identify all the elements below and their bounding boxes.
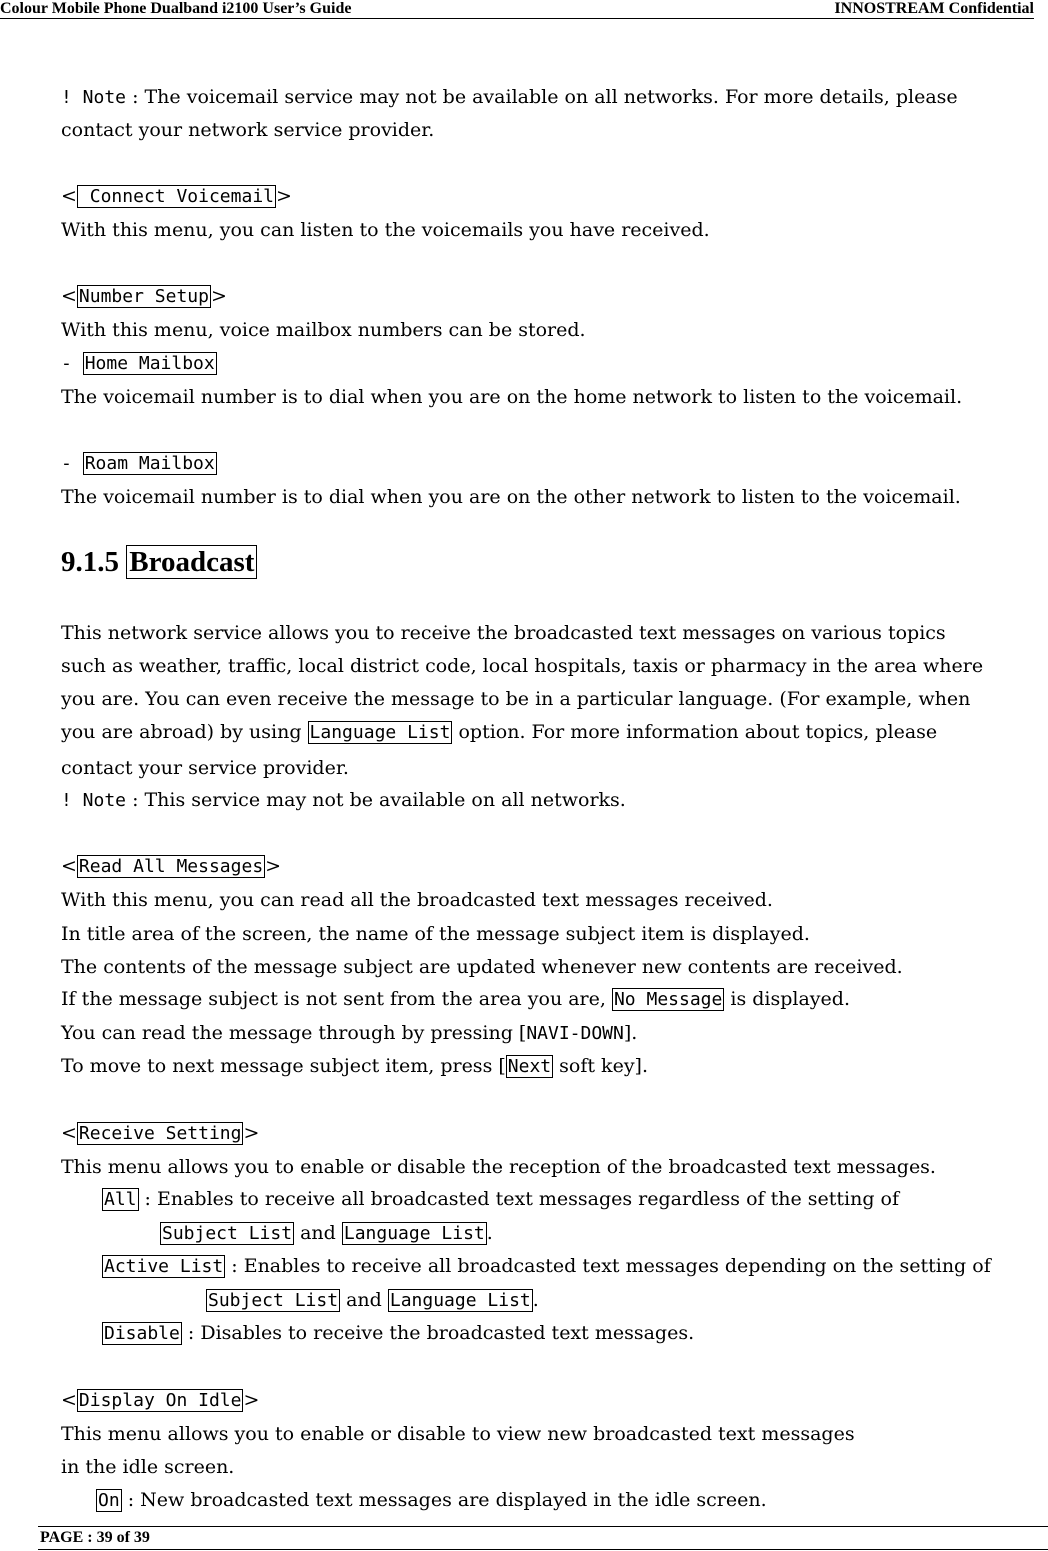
doc-title: Colour Mobile Phone Dualband i2100 User’s Guide xyxy=(0,0,352,17)
menu-heading-display-idle: < Display On Idle > xyxy=(61,1389,260,1411)
broadcast-intro-4: you are abroad) by using Language List option. For more information about topics, please xyxy=(61,721,938,743)
display-idle-line-2: in the idle screen. xyxy=(61,1456,235,1478)
option-all-cont: Subject List and Language List . xyxy=(162,1222,493,1244)
number-setup-desc: With this menu, voice mailbox numbers can be stored. xyxy=(61,319,586,341)
read-all-line-2: In title area of the screen, the name of the message subject item is displayed. xyxy=(61,923,810,945)
read-all-line-3: The contents of the message subject are updated whenever new contents are received. xyxy=(61,956,903,978)
option-active-list: Active List : Enables to receive all broadcasted text messages depending on the setting of xyxy=(104,1255,991,1277)
option-disable: Disable : Disables to receive the broadcasted text messages. xyxy=(104,1322,695,1344)
menu-heading-number-setup: < Number Setup > xyxy=(61,285,227,307)
read-all-line-6: To move to next message subject item, press [ Next soft key]. xyxy=(61,1055,649,1077)
read-all-line-4: If the message subject is not sent from the area you are, No Message is displayed. xyxy=(61,988,850,1010)
display-idle-line-1: This menu allows you to enable or disable to view new broadcasted text messages xyxy=(61,1423,855,1445)
page-footer xyxy=(38,1526,1048,1550)
menu-heading-receive-setting: < Receive Setting > xyxy=(61,1122,260,1144)
menu-heading-connect-voicemail: < Connect Voicemail > xyxy=(61,185,292,207)
confidential-label: INNOSTREAM Confidential xyxy=(834,0,1034,17)
read-all-line-5: You can read the message through by pressing [NAVI-DOWN]. xyxy=(61,1022,638,1044)
connect-voicemail-desc: With this menu, you can listen to the voicemails you have received. xyxy=(61,219,710,241)
broadcast-intro-5: contact your service provider. xyxy=(61,757,349,779)
page-header xyxy=(0,0,1034,19)
section-heading: 9.1.5 Broadcast xyxy=(61,542,257,582)
broadcast-intro-2: such as weather, traffic, local district code, local hospitals, taxis or pharmacy in the area where xyxy=(61,655,984,677)
roam-mailbox-desc: The voicemail number is to dial when you are on the other network to listen to the voicemail. xyxy=(61,486,961,508)
broadcast-note: ! Note : This service may not be available on all networks. xyxy=(61,789,626,811)
home-mailbox-desc: The voicemail number is to dial when you are on the home network to listen to the voicemail. xyxy=(61,386,963,408)
note-line: ! Note : The voicemail service may not be available on all networks. For more details, please xyxy=(61,86,958,108)
broadcast-intro-1: This network service allows you to receive the broadcasted text messages on various topics xyxy=(61,622,946,644)
page-number: PAGE : 39 of 39 xyxy=(40,1529,150,1546)
note-label: ! Note xyxy=(61,87,127,108)
option-active-list-cont: Subject List and Language List . xyxy=(208,1289,539,1311)
receive-setting-desc: This menu allows you to enable or disable the reception of the broadcasted text messages. xyxy=(61,1156,936,1178)
read-all-line-1: With this menu, you can read all the broadcasted text messages received. xyxy=(61,889,773,911)
home-mailbox-heading: - Home Mailbox xyxy=(61,353,215,374)
roam-mailbox-heading: - Roam Mailbox xyxy=(61,453,215,474)
option-on: On : New broadcasted text messages are displayed in the idle screen. xyxy=(98,1489,767,1511)
option-all: All : Enables to receive all broadcasted text messages regardless of the setting of xyxy=(104,1188,900,1210)
note-line-2: contact your network service provider. xyxy=(61,119,435,141)
menu-heading-read-all: < Read All Messages > xyxy=(61,855,282,877)
broadcast-intro-3: you are. You can even receive the message to be in a particular language. (For example, when xyxy=(61,688,971,710)
